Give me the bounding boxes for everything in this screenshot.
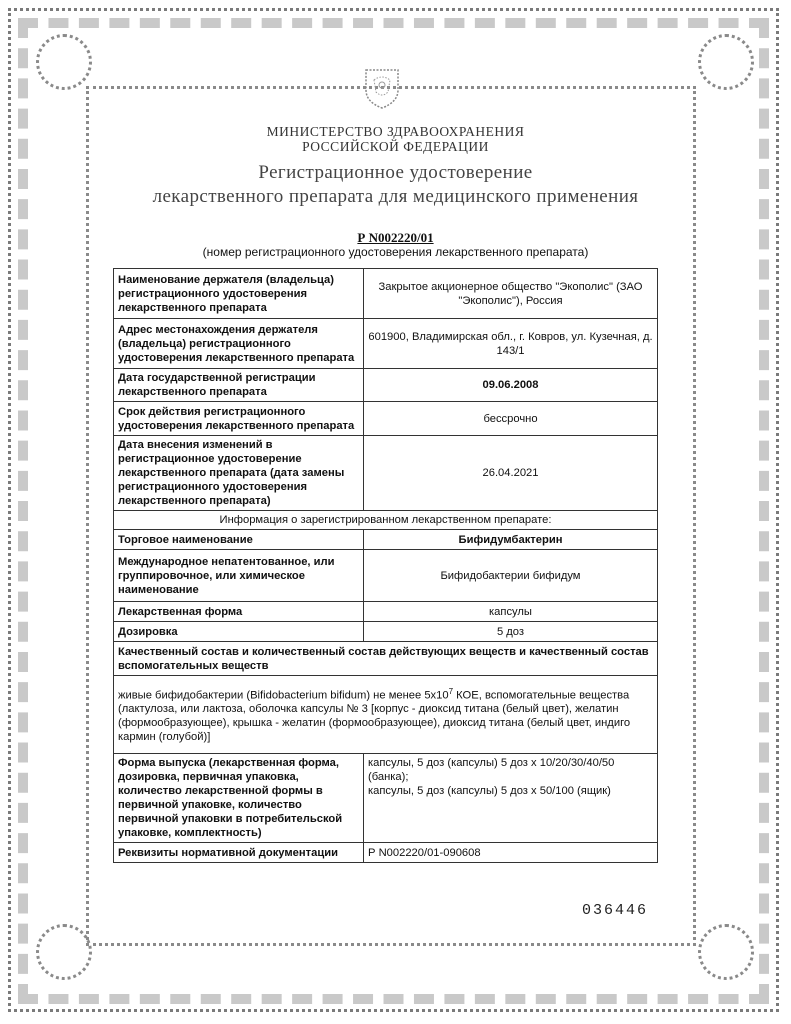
table-row	[114, 269, 658, 319]
table-row	[114, 511, 658, 530]
registration-date-value: 09.06.2008	[364, 369, 658, 402]
registration-number: Р N002220/01	[357, 230, 434, 245]
validity-value: бессрочно	[364, 402, 658, 436]
table-row	[114, 754, 658, 843]
table-row	[114, 530, 658, 550]
document-title-line1: Регистрационное удостоверение	[258, 162, 533, 183]
holder-address-value: 601900, Владимирская обл., г. Ковров, ул. Кузечная, д. 143/1	[364, 319, 658, 369]
registration-number-caption: (номер регистрационного удостоверения лекарственного препарата)	[202, 245, 589, 259]
table-row	[114, 602, 658, 622]
dosage-form-label: Лекарственная форма	[114, 602, 364, 622]
release-form-label: Форма выпуска (лекарственная форма, дозировка, первичная упаковка, количество лекарственной формы в первичной упаковке, количество первичной упаковки в потребительской упаковке, комплектность)	[114, 754, 364, 843]
composition-text	[114, 676, 658, 754]
ministry-name-line2: РОССИЙСКОЙ ФЕДЕРАЦИИ	[302, 139, 489, 154]
table-row	[114, 369, 658, 402]
release-form-line1: капсулы, 5 доз (капсулы) 5 доз х 10/20/30/40/50 (банка);	[368, 757, 615, 783]
corner-rosette-icon	[36, 924, 92, 980]
document-title-line2: лекарственного препарата для медицинского применения	[152, 186, 639, 207]
change-date-label: Дата внесения изменений в регистрационное удостоверение лекарственного препарата (дата замены регистрационного удостоверения лекарственного препарата)	[114, 436, 364, 511]
trade-name-value: Бифидумбактерин	[364, 530, 658, 550]
inn-value: Бифидобактерии бифидум	[364, 550, 658, 602]
trade-name-label: Торговое наименование	[114, 530, 364, 550]
validity-label: Срок действия регистрационного удостоверения лекарственного препарата	[114, 402, 364, 436]
change-date-value: 26.04.2021	[364, 436, 658, 511]
registration-table	[113, 268, 658, 863]
table-row	[114, 642, 658, 676]
info-section-header: Информация о зарегистрированном лекарственном препарате:	[114, 511, 658, 530]
corner-rosette-icon	[36, 34, 92, 90]
dosage-form-value: капсулы	[364, 602, 658, 622]
composition-text-part2: КОЕ, вспомогательные вещества (лактулоза, или лактоза, оболочка капсулы № 3 [корпус - диоксид титана (белый цвет), желатин (формообразующее), крышка - желатин (формообразующее), диоксид титана (белый цвет, индиго кармин (голубой)]	[118, 689, 631, 744]
table-row	[114, 436, 658, 511]
registration-date-label: Дата государственной регистрации лекарственного препарата	[114, 369, 364, 402]
table-row	[114, 843, 658, 863]
release-form-value	[364, 754, 658, 843]
coat-of-arms-icon	[360, 66, 404, 110]
composition-power: 7	[448, 686, 454, 696]
holder-address-label: Адрес местонахождения держателя (владельца) регистрационного удостоверения лекарственного препарата	[114, 319, 364, 369]
release-form-line2: капсулы, 5 доз (капсулы) 5 доз х 50/100 (ящик)	[368, 785, 611, 797]
dosage-value: 5 доз	[364, 622, 658, 642]
corner-rosette-icon	[698, 34, 754, 90]
corner-rosette-icon	[698, 924, 754, 980]
table-row	[114, 319, 658, 369]
ministry-name-line1: МИНИСТЕРСТВО ЗДРАВООХРАНЕНИЯ	[266, 124, 525, 139]
table-row	[114, 676, 658, 754]
holder-name-label: Наименование держателя (владельца) регистрационного удостоверения лекарственного препарата	[114, 269, 364, 319]
requisites-label: Реквизиты нормативной документации	[114, 843, 364, 863]
composition-header: Качественный состав и количественный состав действующих веществ и качественный состав вспомогательных веществ	[114, 642, 658, 676]
holder-name-value: Закрытое акционерное общество "Экополис" (ЗАО "Экополис"), Россия	[364, 269, 658, 319]
inn-label: Международное непатентованное, или группировочное, или химическое наименование	[114, 550, 364, 602]
composition-text-part1: живые бифидобактерии (Bifidobacterium bifidum) не менее 5х10	[118, 689, 449, 702]
table-row	[114, 622, 658, 642]
table-row	[114, 402, 658, 436]
form-serial-number: 036446	[582, 902, 649, 919]
table-row	[114, 550, 658, 602]
dosage-label: Дозировка	[114, 622, 364, 642]
requisites-value: Р N002220/01-090608	[364, 843, 658, 863]
